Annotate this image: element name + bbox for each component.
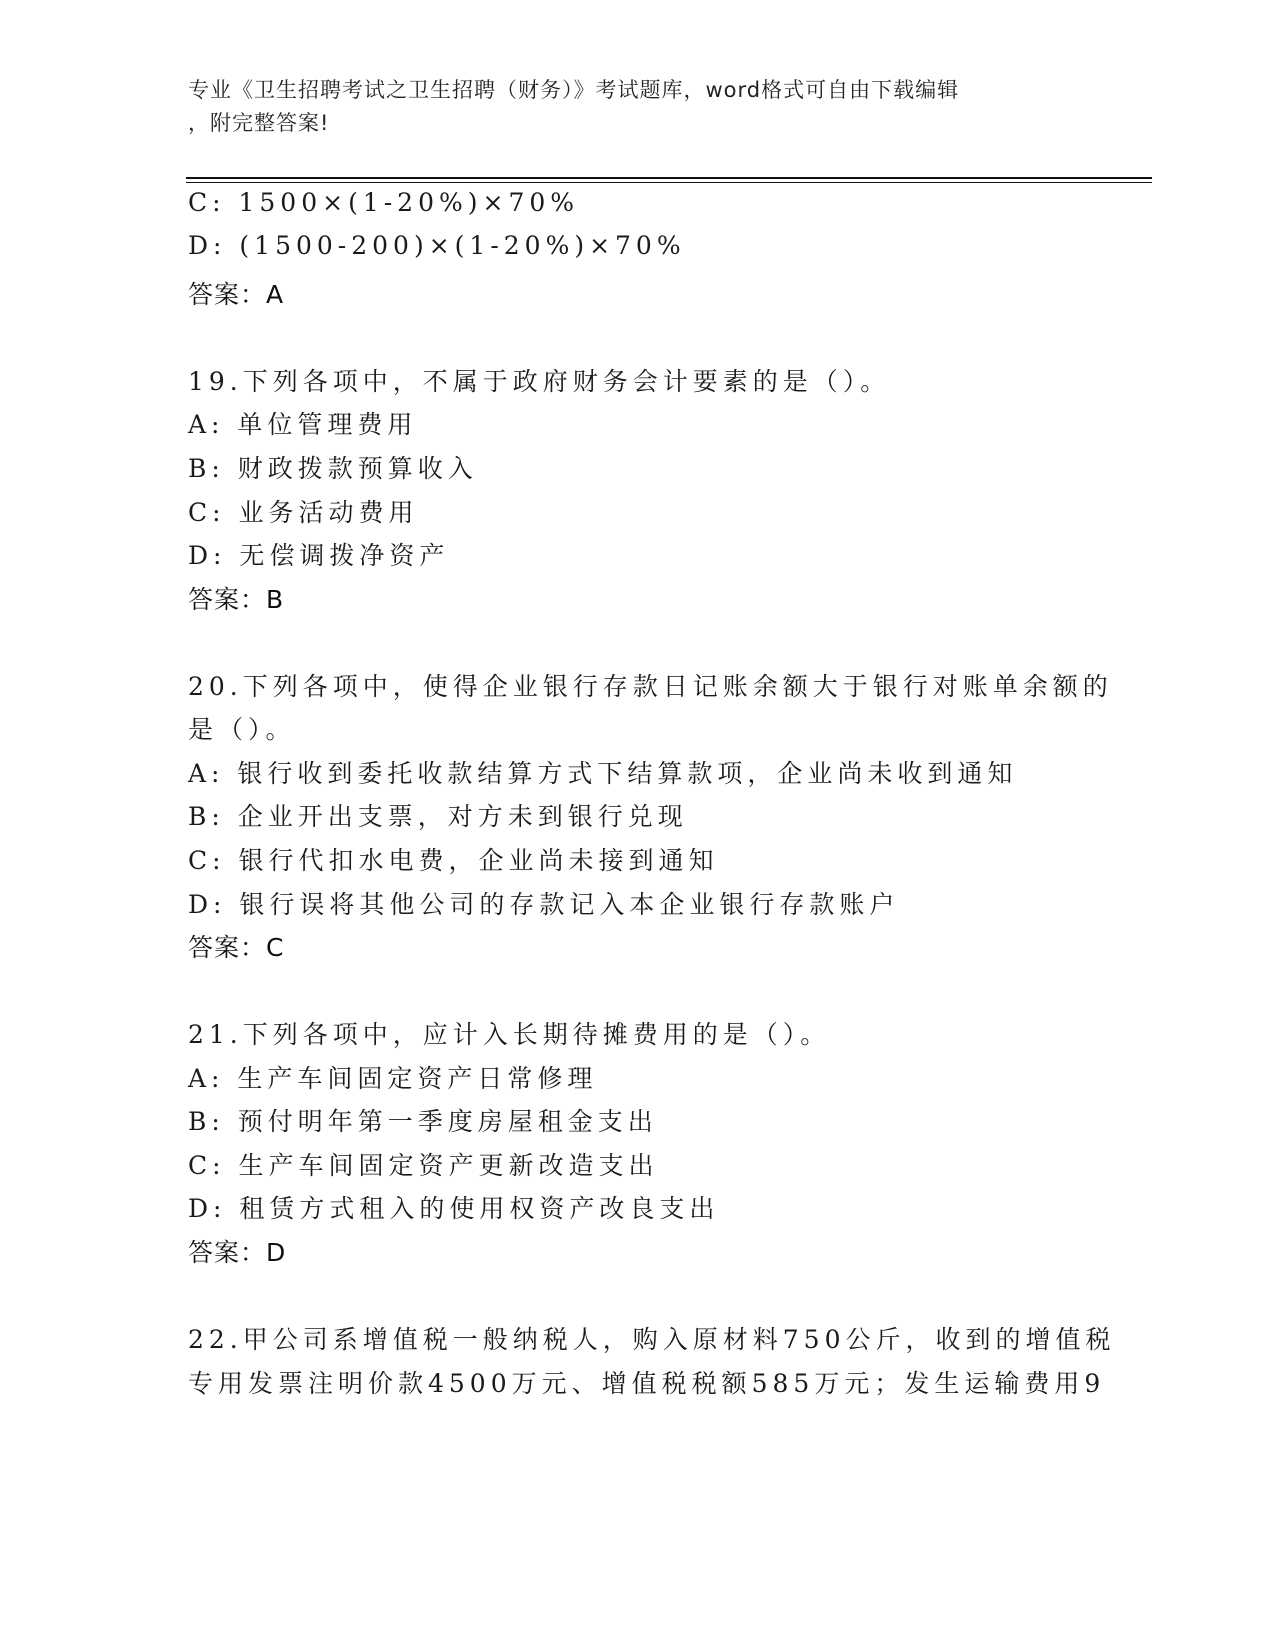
q18-option-c: C: 1500×(1-20%)×70%: [188, 188, 580, 217]
header-divider-thin: [186, 182, 1152, 183]
q20-stem-line-1: 20.下列各项中，使得企业银行存款日记账余额大于银行对账单余额的: [188, 672, 1113, 701]
q20-option-a: A: 银行收到委托收款结算方式下结算款项，企业尚未收到通知: [188, 759, 1018, 788]
q21-answer: 答案：D: [188, 1238, 287, 1267]
q19-option-d: D: 无偿调拨净资产: [188, 541, 450, 570]
q19-option-c: C: 业务活动费用: [188, 498, 419, 527]
q21-option-a: A: 生产车间固定资产日常修理: [188, 1064, 598, 1093]
header-line-1: 专业《卫生招聘考试之卫生招聘（财务）》考试题库，word格式可自由下载编辑: [188, 78, 960, 102]
header-line-2: ，附完整答案!: [188, 111, 330, 135]
q21-option-b: B: 预付明年第一季度房屋租金支出: [188, 1107, 658, 1136]
q21-option-d: D: 租赁方式租入的使用权资产改良支出: [188, 1194, 720, 1223]
q22-stem-line-2: 专用发票注明价款4500万元、增值税税额585万元；发生运输费用9: [188, 1369, 1106, 1398]
q19-option-b: B: 财政拨款预算收入: [188, 454, 478, 483]
q20-answer: 答案：C: [188, 933, 285, 962]
q20-option-d: D: 银行误将其他公司的存款记入本企业银行存款账户: [188, 890, 900, 919]
q20-option-b: B: 企业开出支票，对方未到银行兑现: [188, 802, 688, 831]
q18-answer: 答案：A: [188, 280, 285, 309]
q22-stem-line-1: 22.甲公司系增值税一般纳税人，购入原材料750公斤，收到的增值税: [188, 1325, 1116, 1354]
header-divider-thick: [186, 177, 1152, 179]
q20-option-c: C: 银行代扣水电费，企业尚未接到通知: [188, 846, 719, 875]
q21-option-c: C: 生产车间固定资产更新改造支出: [188, 1151, 659, 1180]
q20-stem-line-2: 是（）。: [188, 715, 296, 744]
q19-stem: 19.下列各项中，不属于政府财务会计要素的是（）。: [188, 367, 891, 396]
q19-answer: 答案：B: [188, 585, 285, 614]
document-header: [188, 74, 1068, 140]
q18-option-d: D: (1500-200)×(1-20%)×70%: [188, 231, 686, 260]
q21-stem: 21.下列各项中，应计入长期待摊费用的是（）。: [188, 1020, 831, 1049]
q19-option-a: A: 单位管理费用: [188, 410, 418, 439]
